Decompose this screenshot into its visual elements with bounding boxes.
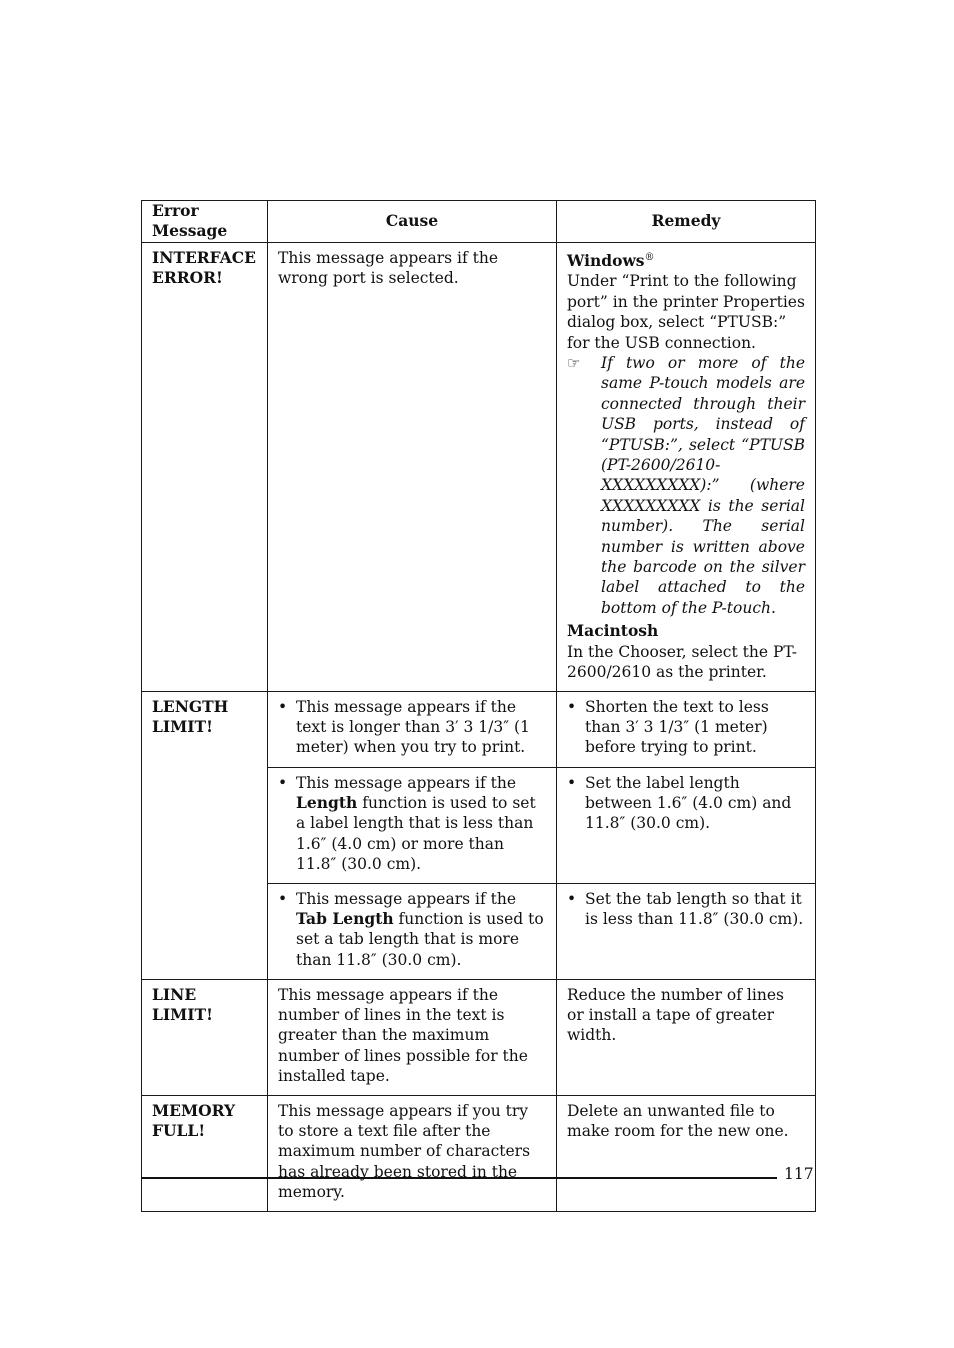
header-error-message: Error Message	[142, 201, 268, 243]
bullet: •	[567, 773, 577, 792]
bullet: •	[278, 697, 288, 716]
remedy-length-2: • Set the label length between 1.6″ (4.0 cm) and 11.8″ (30.0 cm).	[557, 767, 816, 883]
page-number: 117	[784, 1165, 814, 1183]
cause-length-2: • This message appears if the Length function is used to set a label length that is less than 1.6″ (4.0 cm) or more than 11.8″ (30.0 cm).	[268, 767, 557, 883]
header-remedy: Remedy	[557, 201, 816, 243]
header-cause: Cause	[268, 201, 557, 243]
remedy-length-1: • Shorten the text to less than 3′ 3 1/3″ (1 meter) before trying to print.	[557, 691, 816, 767]
table-row-line-limit	[142, 979, 816, 1095]
registered-mark: ®	[644, 251, 655, 263]
remedy-line: Reduce the number of lines or install a tape of greater width.	[557, 979, 816, 1095]
error-name-memory: MEMORY FULL!	[142, 1095, 268, 1211]
remedy-interface	[557, 242, 816, 691]
cause-line: This message appears if the number of lines in the text is greater than the maximum number of lines possible for the installed tape.	[268, 979, 557, 1095]
pointing-hand-icon: ☞	[567, 354, 581, 372]
note-text: If two or more of the same P-touch models are connected through their USB ports, instead of “PTUSB:”, select “PTUSB (PT-2600/2610-XXXXXXXXX):” (where XXXXXXXXX is the serial number). The serial number is written above the barcode on the silver label attached to the bottom of the P-touch.	[601, 354, 805, 617]
table-row-length-limit-1	[142, 691, 816, 767]
cause-memory: This message appears if you try to store a text file after the maximum number of characters has already been stored in the memory.	[268, 1095, 557, 1211]
error-name-line: LINE LIMIT!	[142, 979, 268, 1095]
bullet: •	[278, 889, 288, 908]
bullet: •	[567, 697, 577, 716]
bullet: •	[278, 773, 288, 792]
note-block	[567, 353, 805, 618]
remedy-memory: Delete an unwanted file to make room for the new one.	[557, 1095, 816, 1211]
remedy-length-3: • Set the tab length so that it is less than 11.8″ (30.0 cm).	[557, 883, 816, 979]
macintosh-instructions: In the Chooser, select the PT-2600/2610 as the printer.	[567, 642, 797, 682]
windows-instructions: Under “Print to the following port” in the printer Properties dialog box, select “PTUSB:” for the USB connection.	[567, 272, 805, 352]
table-header-row	[142, 201, 816, 243]
footer-rule	[141, 1177, 777, 1179]
table-row-interface-error	[142, 242, 816, 691]
cause-length-3: • This message appears if the Tab Length function is used to set a tab length that is more than 11.8″ (30.0 cm).	[268, 883, 557, 979]
cause-length-1: • This message appears if the text is longer than 3′ 3 1/3″ (1 meter) when you try to print.	[268, 691, 557, 767]
cause-interface: This message appears if the wrong port is selected.	[268, 242, 557, 691]
error-name-interface: INTERFACE ERROR!	[142, 242, 268, 691]
error-name-length: LENGTH LIMIT!	[142, 691, 268, 979]
windows-label: Windows	[567, 250, 645, 270]
table-row-memory-full	[142, 1095, 816, 1211]
macintosh-label: Macintosh	[567, 621, 659, 641]
bullet: •	[567, 889, 577, 908]
error-message-table	[141, 200, 816, 1212]
